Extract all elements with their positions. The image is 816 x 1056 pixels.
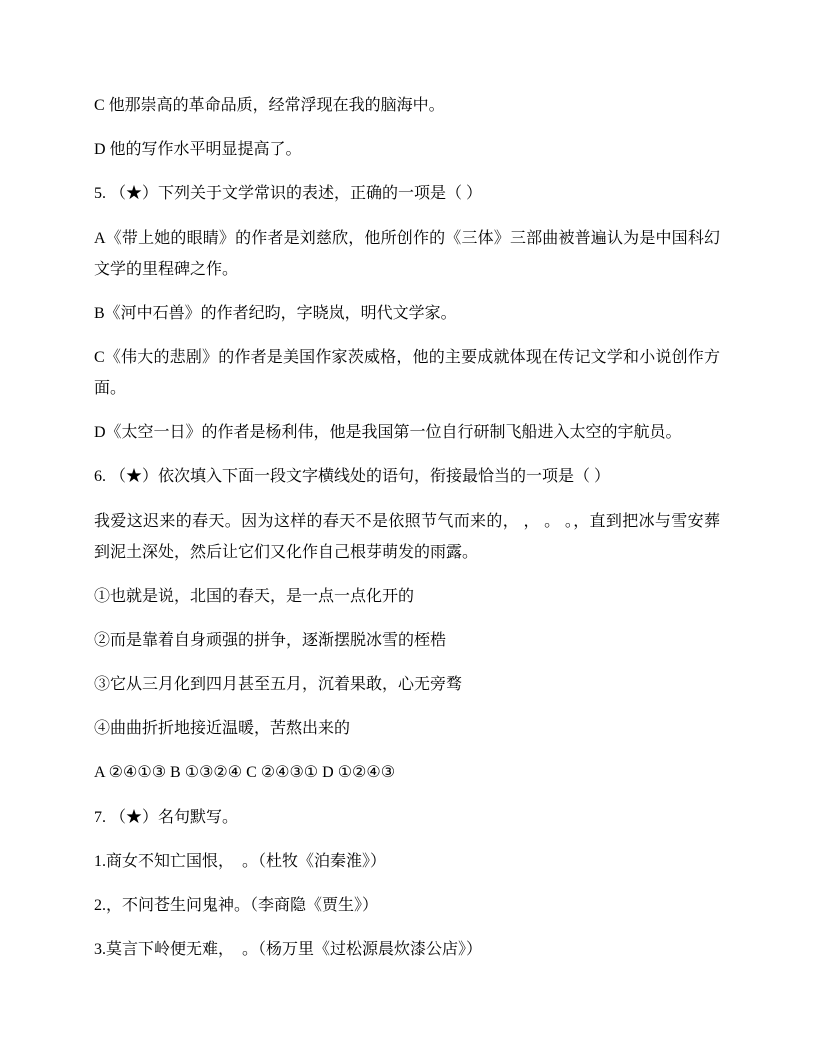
option-text-line: 文学的里程碑之作。 (94, 260, 239, 278)
sentence-text: ③它从三月化到四月甚至五月，沉着果敢，心无旁骛 (94, 676, 463, 694)
recitation-item-text: 3.莫言下岭便无难， 。（杨万里《过松源晨炊漆公店》） (94, 941, 483, 959)
option-text: D 他的写作水平明显提高了。 (94, 141, 302, 159)
question-6-sentence-3 (94, 669, 724, 700)
question-stem-text: 5. （★）下列关于文学常识的表述，正确的一项是（ ） (94, 185, 483, 203)
question-5-option-d (94, 417, 724, 448)
question-6-sentence-1 (94, 581, 724, 612)
recitation-item-text: 2.，不问苍生问鬼神。（李商隐《贾生》） (94, 897, 379, 914)
question-6-sentence-4 (94, 713, 724, 744)
question-4-option-d (94, 134, 724, 165)
sentence-text: ①也就是说，北国的春天，是一点一点化开的 (94, 587, 415, 605)
choices-text: A ②④①③ B ①③②④ C ②④③① D ①②④③ (94, 764, 396, 782)
question-7-item-3 (94, 934, 724, 965)
question-6-sentence-2 (94, 625, 724, 656)
question-5-option-c (94, 342, 724, 404)
option-text-line: B《河中石兽》的作者纪昀，字晓岚，明代文学家。 (94, 304, 457, 322)
option-text: C 他那崇高的革命品质，经常浮现在我的脑海中。 (94, 97, 445, 114)
question-7-item-2 (94, 890, 724, 921)
question-7-stem (94, 802, 724, 833)
passage-line: 我爱这迟来的春天。因为这样的春天不是依照节气而来的， ， 。 。，直到把冰与雪安葬 (94, 512, 720, 530)
question-5-stem (94, 178, 724, 209)
option-text-line: A《带上她的眼睛》的作者是刘慈欣，他所创作的《三体》三部曲被普遍认为是中国科幻 (94, 229, 720, 247)
sentence-text: ②而是靠着自身顽强的拼争，逐渐摆脱冰雪的桎梏 (94, 631, 447, 649)
question-4-option-c (94, 90, 724, 121)
question-stem-text: 7. （★）名句默写。 (94, 808, 239, 826)
option-text-line: C《伟大的悲剧》的作者是美国作家茨威格，他的主要成就体现在传记文学和小说创作方 (94, 348, 720, 366)
question-5-option-a (94, 223, 724, 285)
question-7-item-1 (94, 846, 724, 877)
passage-line: 到泥土深处，然后让它们又化作自己根芽萌发的雨露。 (94, 543, 479, 561)
option-text-line: D《太空一日》的作者是杨利伟，他是我国第一位自行研制飞船进入太空的宇航员。 (94, 424, 682, 442)
option-text-line: 面。 (94, 379, 127, 397)
recitation-item-text: 1.商女不知亡国恨， 。（杜牧《泊秦淮》） (94, 852, 387, 870)
question-5-option-b (94, 298, 724, 329)
question-stem-text: 6. （★）依次填入下面一段文字横线处的语句，衔接最恰当的一项是（ ） (94, 468, 611, 486)
question-6-choices (94, 757, 724, 788)
sentence-text: ④曲曲折折地接近温暖，苦熬出来的 (94, 720, 351, 738)
exam-page (94, 90, 724, 978)
question-6-stem (94, 461, 724, 492)
question-6-passage (94, 506, 724, 568)
